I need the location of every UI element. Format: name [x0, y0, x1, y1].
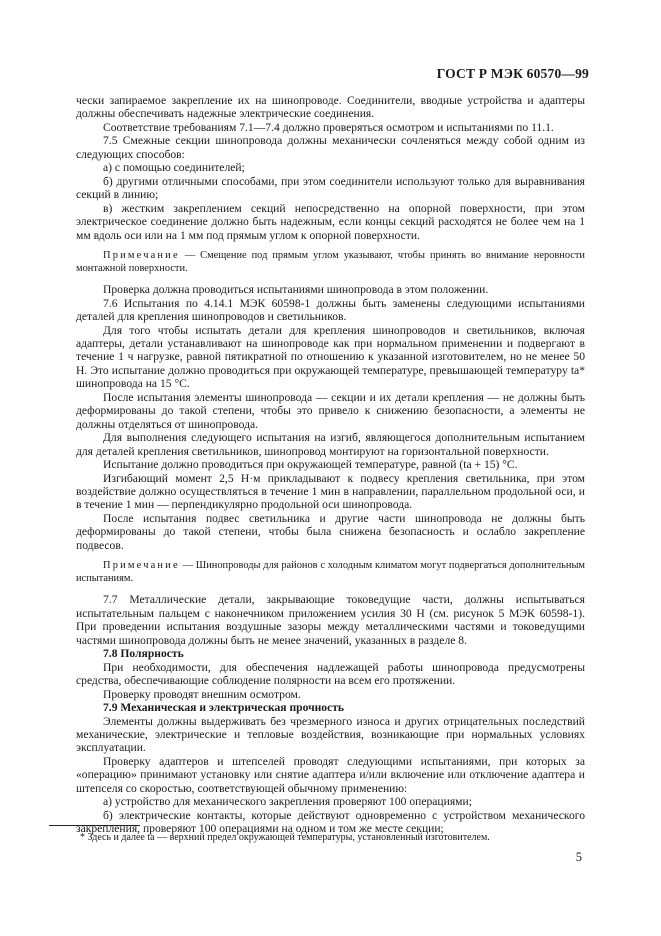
paragraph-gap — [76, 242, 585, 250]
paragraph: 7.5 Смежные секции шинопровода должны механически сочленяться между собой одним из следующих способов: — [76, 134, 585, 161]
standard-header: ГОСТ Р МЭК 60570—99 — [436, 66, 589, 81]
paragraph: Соответствие требованиям 7.1—7.4 должно проверяться осмотром и испытаниями по 11.1. — [103, 120, 554, 134]
paragraph: Для выполнения следующего испытания на изгиб, являющегося дополнительным испытанием для деталей крепления светильников, шинопровод монтируют на горизонтальной поверхности. — [76, 431, 585, 458]
paragraph: Изгибающий момент 2,5 Н·м прикладывают к подвесу крепления светильника, при этом воздействие должно осуществляться в течение 1 мин в направлении, параллельном продольной оси, и в течение 1 мин — перпендикулярно продольной оси шинопровода. — [76, 471, 585, 512]
paragraph-gap — [76, 585, 585, 593]
paragraph: 7.7 Металлические детали, закрывающие токоведущие части, должны испытываться испытательным пальцем с наконечником приложением усилия 30 Н (см. рисунок 5 МЭК 60598-1). При проведении испытания воздушные зазоры между металлическими частями и токоведущими частями шинопровода должны быть не менее значений, указанных в разделе 8. — [76, 593, 585, 647]
list-item: б) электрические контакты, которые действуют одновременно с устройством механического закрепления, проверяют 100 операциями на одном и том же месте секции; — [76, 808, 585, 836]
paragraph: Испытание должно проводиться при окружающей температуре, равной (tа + 15) °С. — [103, 458, 518, 472]
footnote-divider — [49, 825, 140, 826]
note-paragraph — [76, 560, 585, 585]
page-number: 5 — [575, 850, 582, 864]
paragraph: Для того чтобы испытать детали для крепления шинопроводов и светильников, включая адаптеры, детали устанавливают на шинопроводе как при нормальном применении и подвергают в течение 1 ч нагрузке, равной пятикратной по отношению к указанной изготовителем, но не менее 50 Н. Это испытание должно проводиться при окружающей температуре, превышающей температуру tа* шинопровода на 15 °С. — [76, 323, 585, 391]
paragraph: При необходимости, для обеспечения надлежащей работы шинопровода предусмотрены средства, обеспечивающие соблюдение полярности на всем его протяжении. — [76, 660, 585, 688]
paragraph-gap — [76, 552, 585, 560]
paragraph: После испытания подвес светильника и другие части шинопровода не должны быть деформированы до такой степени, чтобы была снижена безопасность и ослабло закрепление подвесов. — [76, 511, 585, 552]
list-item: а) устройство для механического закрепления проверяют 100 операциями; — [103, 795, 472, 809]
section-heading: 7.9 Механическая и электрическая прочность — [103, 701, 345, 715]
section-heading: 7.8 Полярность — [103, 647, 184, 661]
paragraph: Проверку проводят внешним осмотром. — [103, 687, 301, 701]
note-text: — Смещение под прямым углом указывают, чтобы принять во внимание неровности монтажной поверхности. — [76, 249, 585, 274]
note-label: Примечание — [103, 249, 180, 261]
paragraph-gap — [76, 275, 585, 283]
list-item: б) другими отличными способами, при этом соединители используют только для выравнивания секций в линию; — [76, 174, 585, 202]
paragraph: Проверка должна проводиться испытаниями шинопровода в этом положении. — [103, 283, 489, 297]
paragraph: Проверку адаптеров и штепселей проводят следующими испытаниями, при которых за «операцию» принимают установку или снятие адаптера и/или включение или отключение адаптера и штепселя со скоростью, соответствующей обычному применению: — [76, 754, 585, 795]
paragraph: Элементы должны выдерживать без чрезмерного износа и других отрицательных последствий механические, электрические и тепловые воздействия, возникающие при нормальных условиях эксплуатации. — [76, 714, 585, 755]
paragraph: 7.6 Испытания по 4.14.1 МЭК 60598-1 должны быть заменены следующими испытаниями деталей для крепления шинопроводов и светильников. — [76, 296, 585, 324]
note-paragraph — [76, 250, 585, 275]
paragraph: После испытания элементы шинопровода — секции и их детали крепления — не должны быть деформированы до такой степени, чтобы это привело к снижению безопасности, а элементы не должны отделяться от шинопровода. — [76, 390, 585, 431]
note-text: — Шинопроводы для районов с холодным климатом могут подвергаться дополнительным испытаниям. — [76, 560, 585, 584]
list-item: в) жестким закреплением секций непосредственно на опорной поверхности, при этом электрическое соединение должно быть надежным, если концы секций расходятся не более чем на 1 мм вдоль оси или на 1 мм под прямым углом к опорной поверхности. — [76, 201, 585, 242]
note-label: Примечание — [103, 560, 180, 572]
list-item: а) с помощью соединителей; — [103, 161, 245, 175]
paragraph: чески запираемое закрепление их на шинопроводе. Соединители, вводные устройства и адаптеры должны обеспечивать надежные электрические соединения. — [76, 94, 585, 121]
document-body — [76, 94, 585, 836]
footnote: * Здесь и далее tа — верхний предел окружающей температуры, установленный изготовителем. — [80, 832, 490, 843]
